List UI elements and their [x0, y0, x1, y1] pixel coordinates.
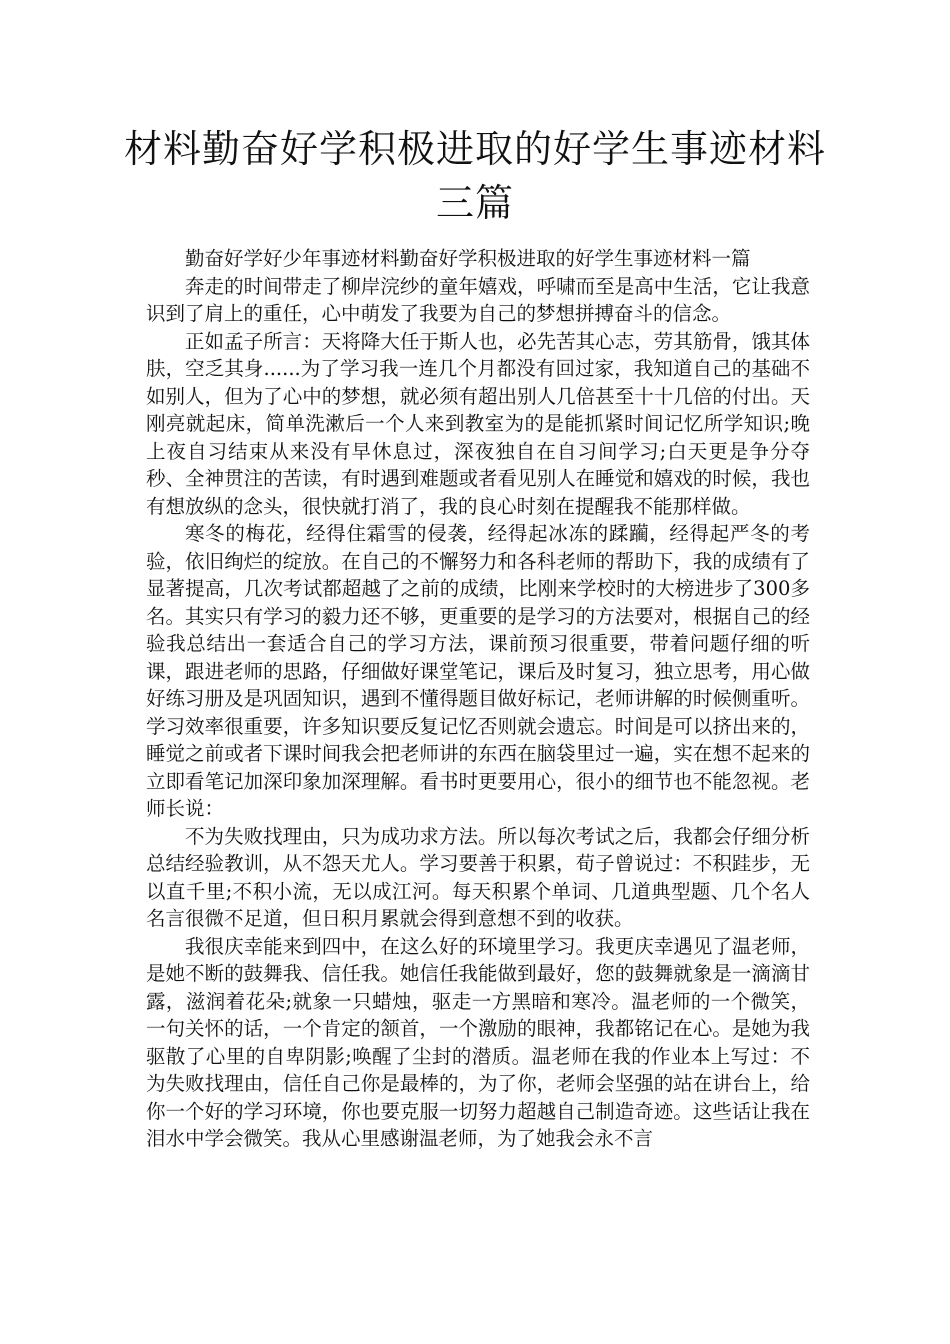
document-body — [146, 245, 810, 1153]
paragraph: 不为失败找理由，只为成功求方法。所以每次考试之后，我都会仔细分析总结经验教训，从不怨天尤人。学习要善于积累，荀子曾说过：不积跬步，无以直千里;不积小流，无以成江河。每天积累个单词、几道典型题、几个名人名言很微不足道，但日积月累就会得到意想不到的收获。 — [146, 824, 810, 930]
paragraph: 正如孟子所言：天将降大任于斯人也，必先苦其心志，劳其筋骨，饿其体肤，空乏其身......为了学习我一连几个月都没有回过家，我知道自己的基础不如别人，但为了心中的梦想，就必须有超出别人几倍甚至十十几倍的付出。天刚亮就起床，简单洗漱后一个人来到教室为的是能抓紧时间记忆所学知识;晚上夜自习结束从来没有早休息过，深夜独自在自习间学习;白天更是争分夺秒、全神贯注的苦读，有时遇到难题或者看见别人在睡觉和嬉戏的时候，我也有想放纵的念头，很快就打消了，我的良心时刻在提醒我不能那样做。 — [146, 329, 810, 518]
document-title: 材料勤奋好学积极进取的好学生事迹材料三篇 — [123, 127, 826, 225]
paragraph: 我很庆幸能来到四中，在这么好的环境里学习。我更庆幸遇见了温老师，是她不断的鼓舞我、信任我。她信任我能做到最好，您的鼓舞就象是一滴滴甘露，滋润着花朵;就象一只蜡烛，驱走一方黑暗和寒冷。温老师的一个微笑，一句关怀的话，一个肯定的颔首，一个激励的眼神，我都铭记在心。是她为我驱散了心里的自卑阴影;唤醒了尘封的潜质。温老师在我的作业本上写过：不为失败找理由，信任自己你是最棒的，为了你，老师会坚强的站在讲台上，给你一个好的学习环境，你也要克服一切努力超越自己制造奇迹。这些话让我在泪水中学会微笑。我从心里感谢温老师，为了她我会永不言 — [146, 934, 810, 1150]
paragraph: 奔走的时间带走了柳岸浣纱的童年嬉戏，呼啸而至是高中生活，它让我意识到了肩上的重任，心中萌发了我要为自己的梦想拼搏奋斗的信念。 — [146, 274, 810, 325]
paragraph: 寒冬的梅花，经得住霜雪的侵袭，经得起冰冻的蹂躏，经得起严冬的考验，依旧绚烂的绽放。在自己的不懈努力和各科老师的帮助下，我的成绩有了显著提高，几次考试都超越了之前的成绩，比刚来学校时的大榜进步了300多名。其实只有学习的毅力还不够，更重要的是学习的方法要对，根据自己的经验我总结出一套适合自己的学习方法，课前预习很重要，带着问题仔细的听课，跟进老师的思路，仔细做好课堂笔记，课后及时复习，独立思考，用心做好练习册及是巩固知识，遇到不懂得题目做好标记，老师讲解的时候侧重听。学习效率很重要，许多知识要反复记忆否则就会遗忘。时间是可以挤出来的，睡觉之前或者下课时间我会把老师讲的东西在脑袋里过一遍，实在想不起来的立即看笔记加深印象加深理解。看书时更要用心，很小的细节也不能忽视。老师长说： — [146, 522, 810, 820]
paragraph-subtitle: 勤奋好学好少年事迹材料勤奋好学积极进取的好学生事迹材料一篇 — [185, 247, 751, 270]
